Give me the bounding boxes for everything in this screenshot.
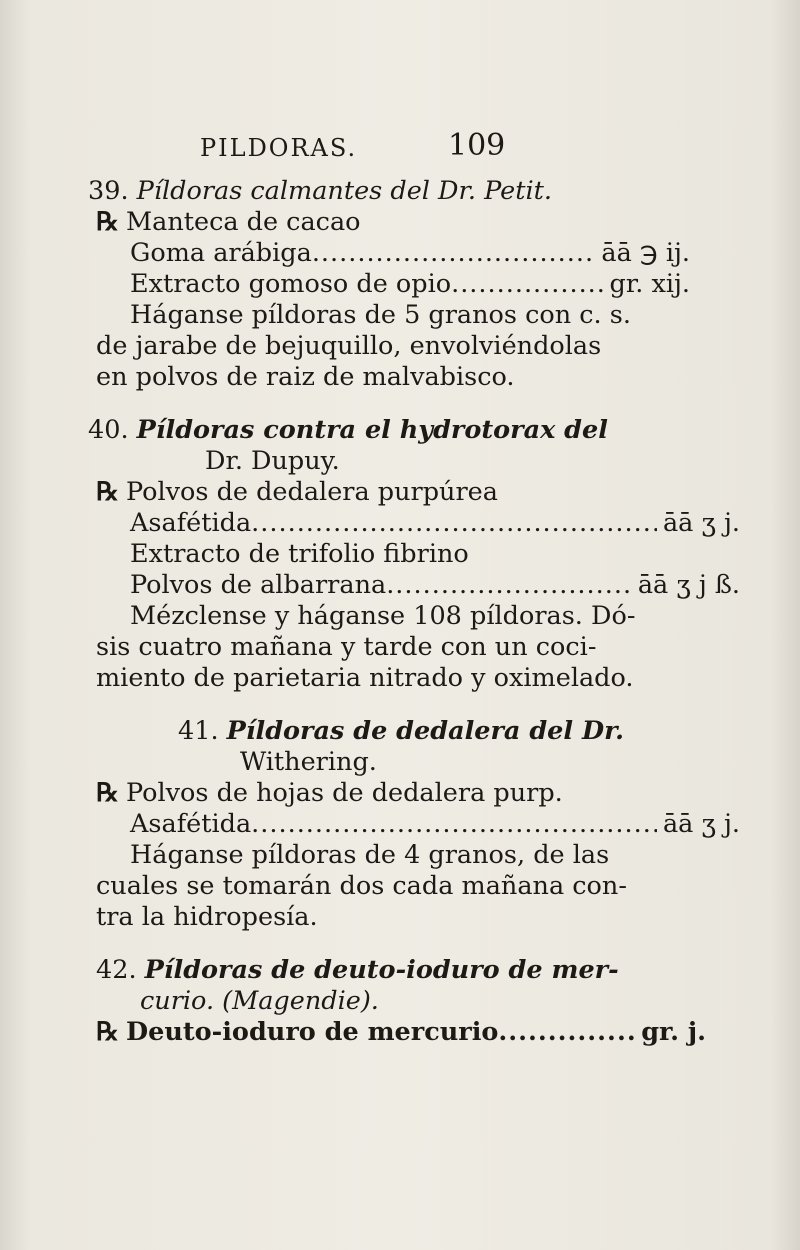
recipe-41	[50, 716, 770, 933]
dot-leader	[498, 1017, 635, 1048]
recipe-symbol: ℞	[96, 477, 119, 507]
ingredient-dose: āā ℈ ij.	[601, 238, 690, 268]
page-header	[200, 128, 560, 174]
ingredient-line	[50, 809, 740, 840]
recipe-symbol: ℞	[96, 778, 119, 808]
instruction-line: sis cuatro mañana y tarde con un coci-	[96, 632, 597, 662]
ingredient-line	[50, 269, 690, 300]
ingredient-line	[50, 508, 740, 539]
ingredient-name: Goma arábiga	[130, 238, 312, 268]
running-head: PILDORAS.	[200, 134, 358, 162]
ingredient-dose: gr. xij.	[609, 269, 690, 299]
ingredient-name: Asafétida	[130, 809, 252, 839]
ingredient-name: Asafétida	[130, 508, 252, 538]
dot-leader	[312, 238, 596, 269]
instruction-line: Háganse píldoras de 5 granos con c. s.	[130, 300, 631, 330]
ingredient-line	[50, 778, 656, 809]
page-number: 109	[448, 128, 506, 163]
ingredient-name: Extracto gomoso de opio	[130, 269, 452, 299]
recipe-title: Píldoras de dedalera del Dr.	[226, 716, 625, 746]
instruction-line: miento de parietaria nitrado y oximelado.	[96, 663, 634, 693]
ingredient-line: Extracto de trifolio fibrino	[130, 539, 469, 569]
recipe-symbol: ℞	[96, 1017, 119, 1047]
ingredient-line	[50, 477, 656, 508]
instruction-line: cuales se tomarán dos cada mañana con-	[96, 871, 627, 901]
ingredient-dose: āā ʒ j.	[662, 809, 740, 839]
instruction-line: de jarabe de bejuquillo, envolviéndolas	[96, 331, 602, 361]
instruction-line: tra la hidropesía.	[96, 902, 318, 932]
recipe-title: Píldoras calmantes del Dr. Petit.	[136, 176, 552, 206]
instruction-line: en polvos de raiz de malvabisco.	[96, 362, 515, 392]
ingredient-name: Manteca de cacao	[126, 207, 361, 237]
ingredient-name: Polvos de albarrana	[130, 570, 387, 600]
dot-leader	[251, 809, 657, 840]
recipe-title: Píldoras de deuto-ioduro de mer-	[144, 955, 619, 985]
ingredient-dose: āā ʒ j.	[662, 508, 740, 538]
recipe-number: 39.	[88, 176, 129, 206]
recipe-title-continued: Dr. Dupuy.	[205, 446, 340, 476]
ingredient-dose: gr. j.	[641, 1017, 706, 1047]
dot-leader	[451, 269, 603, 300]
recipe-list	[50, 176, 770, 1048]
recipe-title-continued: curio. (Magendie).	[140, 986, 379, 1016]
recipe-number: 40.	[88, 415, 129, 445]
recipe-42	[50, 955, 770, 1048]
recipe-39	[50, 176, 770, 393]
instruction-line: Háganse píldoras de 4 granos, de las	[130, 840, 610, 870]
ingredient-name: Deuto-ioduro de mercurio	[126, 1017, 499, 1047]
recipe-40	[50, 415, 770, 694]
recipe-title: Píldoras contra el hydrotorax del	[136, 415, 608, 445]
dot-leader	[386, 570, 632, 601]
ingredient-line	[50, 1017, 706, 1048]
dot-leader	[251, 508, 657, 539]
ingredient-line	[50, 570, 740, 601]
ingredient-line	[50, 207, 656, 238]
ingredient-dose: āā ʒ j ß.	[637, 570, 740, 600]
ingredient-name: Polvos de dedalera purpúrea	[126, 477, 498, 507]
ingredient-name: Polvos de hojas de dedalera purp.	[126, 778, 563, 808]
instruction-line: Mézclense y háganse 108 píldoras. Dó-	[130, 601, 636, 631]
recipe-title-continued: Withering.	[240, 747, 377, 777]
recipe-symbol: ℞	[96, 207, 119, 237]
recipe-number: 41.	[178, 716, 219, 746]
ingredient-line	[50, 238, 690, 269]
recipe-number: 42.	[96, 955, 137, 985]
